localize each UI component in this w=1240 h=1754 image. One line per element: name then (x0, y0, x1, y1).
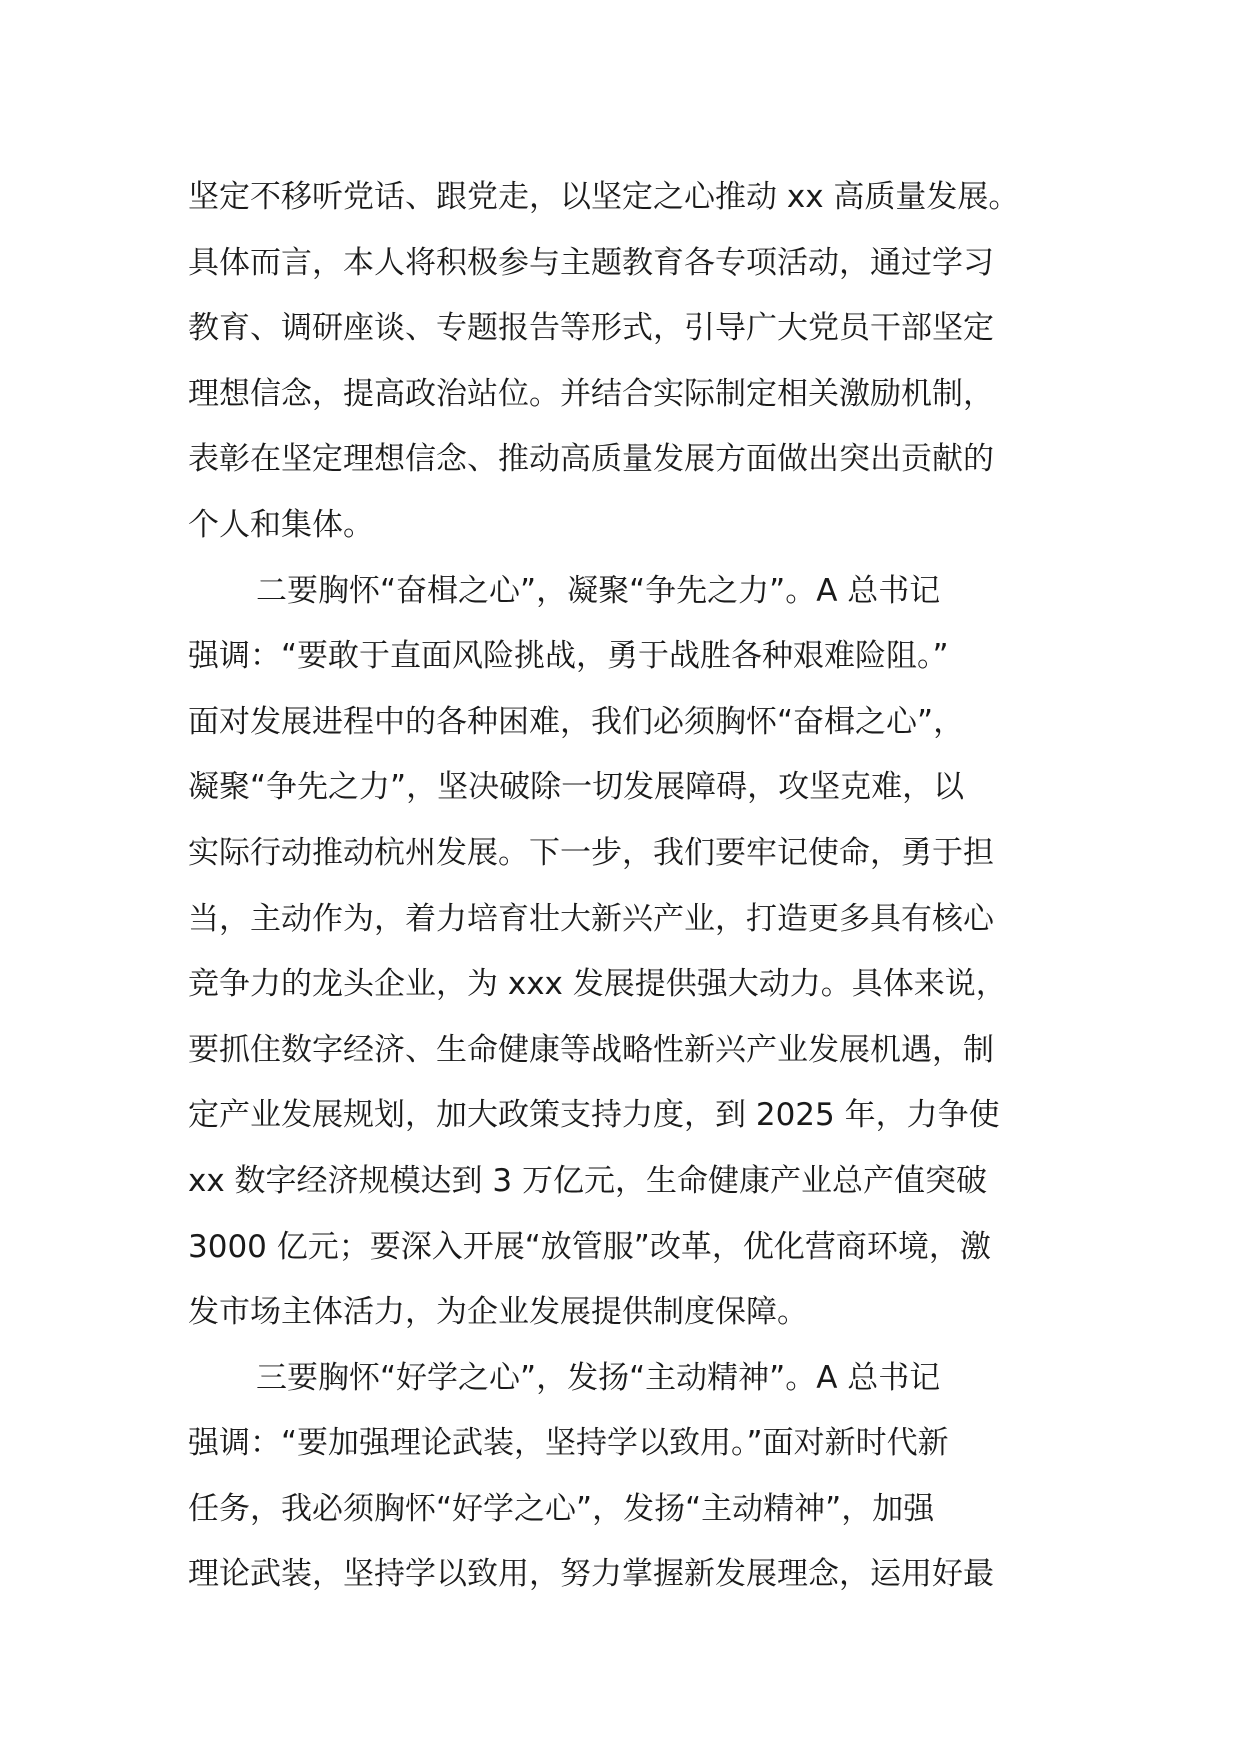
text-line: 强调：“要加强理论武装，坚持学以致用。”面对新时代新 (188, 1425, 949, 1462)
text-line: 面对发展进程中的各种困难，我们必须胸怀“奋楫之心”， (188, 703, 965, 740)
text-line: 当，主动作为，着力培育壮大新兴产业，打造更多具有核心 (188, 900, 994, 937)
text-line: 实际行动推动杭州发展。下一步，我们要牢记使命，勇于担 (188, 834, 994, 871)
text-line: 3000 亿元；要深入开展“放管服”改革，优化营商环境，激 (188, 1228, 991, 1265)
text-line: 表彰在坚定理想信念、推动高质量发展方面做出突出贡献的 (188, 441, 994, 478)
text-line: 要抓住数字经济、生命健康等战略性新兴产业发展机遇，制 (188, 1031, 994, 1068)
text-line: 任务，我必须胸怀“好学之心”，发扬“主动精神”，加强 (188, 1490, 935, 1527)
text-line: 强调：“要敢于直面风险挑战，勇于战胜各种艰难险阻。” (188, 638, 949, 675)
text-line: 坚定不移听党话、跟党走，以坚定之心推动 xx 高质量发展。 (188, 179, 1020, 215)
text-line: 竞争力的龙头企业，为 xxx 发展提供强大动力。具体来说， (188, 966, 1007, 1003)
text-line: 理论武装，坚持学以致用，努力掌握新发展理念，运用好最 (188, 1556, 994, 1593)
paragraph-start-line: 二要胸怀“奋楫之心”，凝聚“争先之力”。A 总书记 (256, 572, 941, 609)
text-line: 定产业发展规划，加大政策支持力度，到 2025 年，力争使 (188, 1097, 1000, 1134)
document-body (188, 165, 1068, 1608)
text-line: 教育、调研座谈、专题报告等形式，引导广大党员干部坚定 (188, 310, 994, 347)
text-line: 理想信念，提高政治站位。并结合实际制定相关激励机制， (188, 375, 994, 412)
text-line: 个人和集体。 (188, 506, 374, 543)
text-line: xx 数字经济规模达到 3 万亿元，生命健康产业总产值突破 (188, 1162, 987, 1199)
text-line: 具体而言，本人将积极参与主题教育各专项活动，通过学习 (188, 244, 994, 281)
text-line: 凝聚“争先之力”，坚决破除一切发展障碍，攻坚克难，以 (188, 769, 965, 806)
paragraph-start-line: 三要胸怀“好学之心”，发扬“主动精神”。A 总书记 (256, 1359, 941, 1396)
text-line: 发市场主体活力，为企业发展提供制度保障。 (188, 1294, 808, 1331)
